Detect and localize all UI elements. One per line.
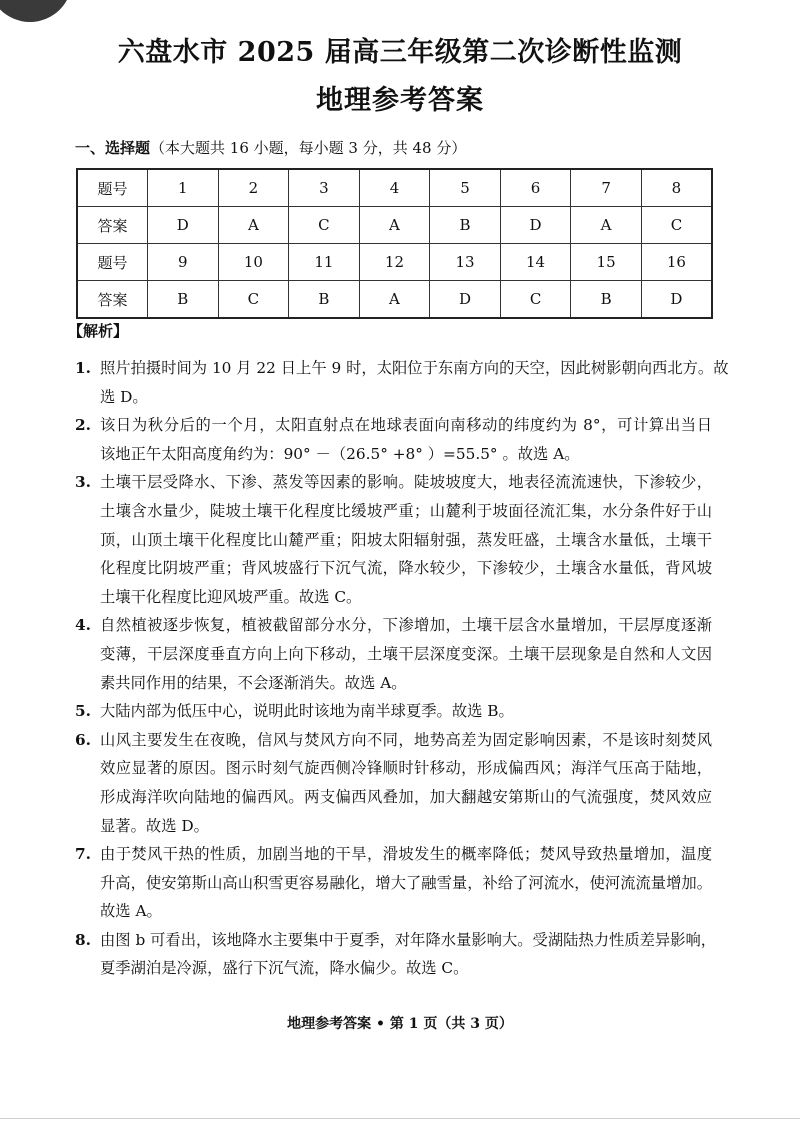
analysis-label: 【解析】 (68, 322, 129, 340)
item-text-line: 自然植被逐步恢复，植被截留部分水分，下渗增加，土壤干层含水量增加，干层厚度逐渐 (100, 616, 712, 635)
table-cell: 9 (148, 244, 219, 281)
table-cell: C (289, 207, 360, 244)
item-text-line: 大陆内部为低压中心，说明此时该地为南半球夏季。故选 B。 (100, 702, 514, 721)
item-text-line: 该地正午太阳高度角约为：90° －（26.5° +8° ）=55.5° 。故选 A。 (100, 444, 580, 463)
table-cell: 5 (430, 169, 501, 207)
item-text-line: 效应显著的原因。图示时刻气旋西侧冷锋顺时针移动，形成偏西风；海洋气压高于陆地， (100, 759, 712, 778)
item-text-line: 显著。故选 D。 (100, 816, 209, 835)
table-cell: 11 (289, 244, 360, 281)
analysis-item (75, 411, 712, 468)
item-text-line: 选 D。 (100, 387, 148, 406)
table-cell: D (641, 281, 712, 319)
table-cell: C (641, 207, 712, 244)
table-cell: A (571, 207, 642, 244)
table-cell: 12 (359, 244, 430, 281)
item-text-line: 该日为秋分后的一个月，太阳直射点在地球表面向南移动的纬度约为 8°，可计算出当日 (100, 416, 712, 435)
item-text-line: 故选 A。 (100, 902, 162, 921)
analysis-item (75, 926, 717, 983)
answer-table (76, 168, 713, 319)
item-text-line: 素共同作用的结果，不会逐渐消失。故选 A。 (100, 673, 407, 692)
table-row (77, 244, 712, 281)
document-title: 六盘水市 2025 届高三年级第二次诊断性监测 (117, 37, 683, 68)
table-cell: 15 (571, 244, 642, 281)
table-cell: 13 (430, 244, 501, 281)
table-cell: D (148, 207, 219, 244)
analysis-item (75, 726, 712, 840)
item-number: 7. (75, 845, 91, 864)
item-text-line: 形成海洋吹向陆地的偏西风。两支偏西风叠加，加大翻越安第斯山的气流强度，焚风效应 (100, 787, 712, 806)
item-text-line: 山风主要发生在夜晚，信风与焚风方向不同，地势高差为固定影响因素，不是该时刻焚风 (100, 730, 712, 749)
table-cell: 16 (641, 244, 712, 281)
item-text-line: 土壤干化程度比迎风坡严重。故选 C。 (100, 587, 362, 606)
table-cell: B (148, 281, 219, 319)
analysis-item (75, 840, 712, 926)
item-text-line: 化程度比阴坡严重；背风坡盛行下沉气流，降水较少，下渗较少，土壤含水量低，背风坡 (100, 559, 712, 578)
table-row (77, 207, 712, 244)
table-cell: C (500, 281, 571, 319)
table-cell: 8 (641, 169, 712, 207)
table-cell: 7 (571, 169, 642, 207)
item-text-line: 照片拍摄时间为 10 月 22 日上午 9 时，太阳位于东南方向的天空，因此树影朝向西北方。故 (100, 359, 729, 377)
analysis-list (75, 354, 729, 983)
item-text-line: 夏季湖泊是冷源，盛行下沉气流，降水偏少。故选 C。 (100, 959, 469, 978)
table-cell: 4 (359, 169, 430, 207)
table-cell: 10 (218, 244, 289, 281)
section-note: （本大题共 16 小题，每小题 3 分，共 48 分） (150, 139, 467, 157)
item-number: 1. (75, 359, 91, 377)
analysis-item (75, 468, 712, 611)
item-text-line: 土壤干层受降水、下渗、蒸发等因素的影响。陡坡坡度大，地表径流流速快，下渗较少， (100, 473, 712, 492)
analysis-item (75, 697, 712, 726)
item-text-line: 顶，山顶土壤干化程度比山麓严重；阳坡太阳辐射强，蒸发旺盛，土壤含水量低，土壤干 (100, 530, 712, 549)
document-subtitle: 地理参考答案 (316, 85, 484, 116)
row-header-cell: 题号 (77, 169, 148, 207)
row-header-cell: 题号 (77, 244, 148, 281)
item-text-line: 由于焚风干热的性质，加剧当地的干旱，滑坡发生的概率降低；焚风导致热量增加，温度 (100, 845, 712, 864)
table-cell: D (430, 281, 501, 319)
section-title: 一、选择题 (75, 139, 151, 157)
section-heading (75, 137, 466, 158)
table-cell: A (359, 281, 430, 319)
page-divider (0, 1118, 800, 1119)
table-cell: 1 (148, 169, 219, 207)
analysis-item (75, 354, 729, 411)
table-cell: A (218, 207, 289, 244)
analysis-item (75, 611, 712, 697)
table-cell: 14 (500, 244, 571, 281)
item-number: 2. (75, 416, 91, 435)
row-header-cell: 答案 (77, 281, 148, 319)
item-number: 6. (75, 730, 91, 749)
item-text-line: 变薄，干层深度垂直方向上向下移动，土壤干层深度变深。土壤干层现象是自然和人文因 (100, 644, 712, 663)
item-text-line: 升高，使安第斯山高山积雪更容易融化，增大了融雪量，补给了河流水，使河流流量增加。 (100, 873, 712, 892)
page-indicator-badge (0, 0, 72, 22)
table-cell: 6 (500, 169, 571, 207)
table-cell: 3 (289, 169, 360, 207)
table-cell: B (571, 281, 642, 319)
table-cell: B (430, 207, 501, 244)
table-cell: B (289, 281, 360, 319)
item-number: 3. (75, 473, 91, 492)
table-cell: A (359, 207, 430, 244)
table-cell: D (500, 207, 571, 244)
table-cell: 2 (218, 169, 289, 207)
item-number: 5. (75, 702, 91, 721)
page-footer: 地理参考答案 • 第 1 页（共 3 页） (287, 1016, 513, 1032)
row-header-cell: 答案 (77, 207, 148, 244)
item-text-line: 由图 b 可看出，该地降水主要集中于夏季，对年降水量影响大。受湖陆热力性质差异影响， (100, 930, 717, 949)
table-row (77, 169, 712, 207)
table-cell: C (218, 281, 289, 319)
table-row (77, 281, 712, 319)
item-number: 4. (75, 616, 91, 635)
item-text-line: 土壤含水量少，陡坡土壤干化程度比缓坡严重；山麓利于坡面径流汇集，水分条件好于山 (100, 501, 712, 520)
item-number: 8. (75, 930, 91, 949)
